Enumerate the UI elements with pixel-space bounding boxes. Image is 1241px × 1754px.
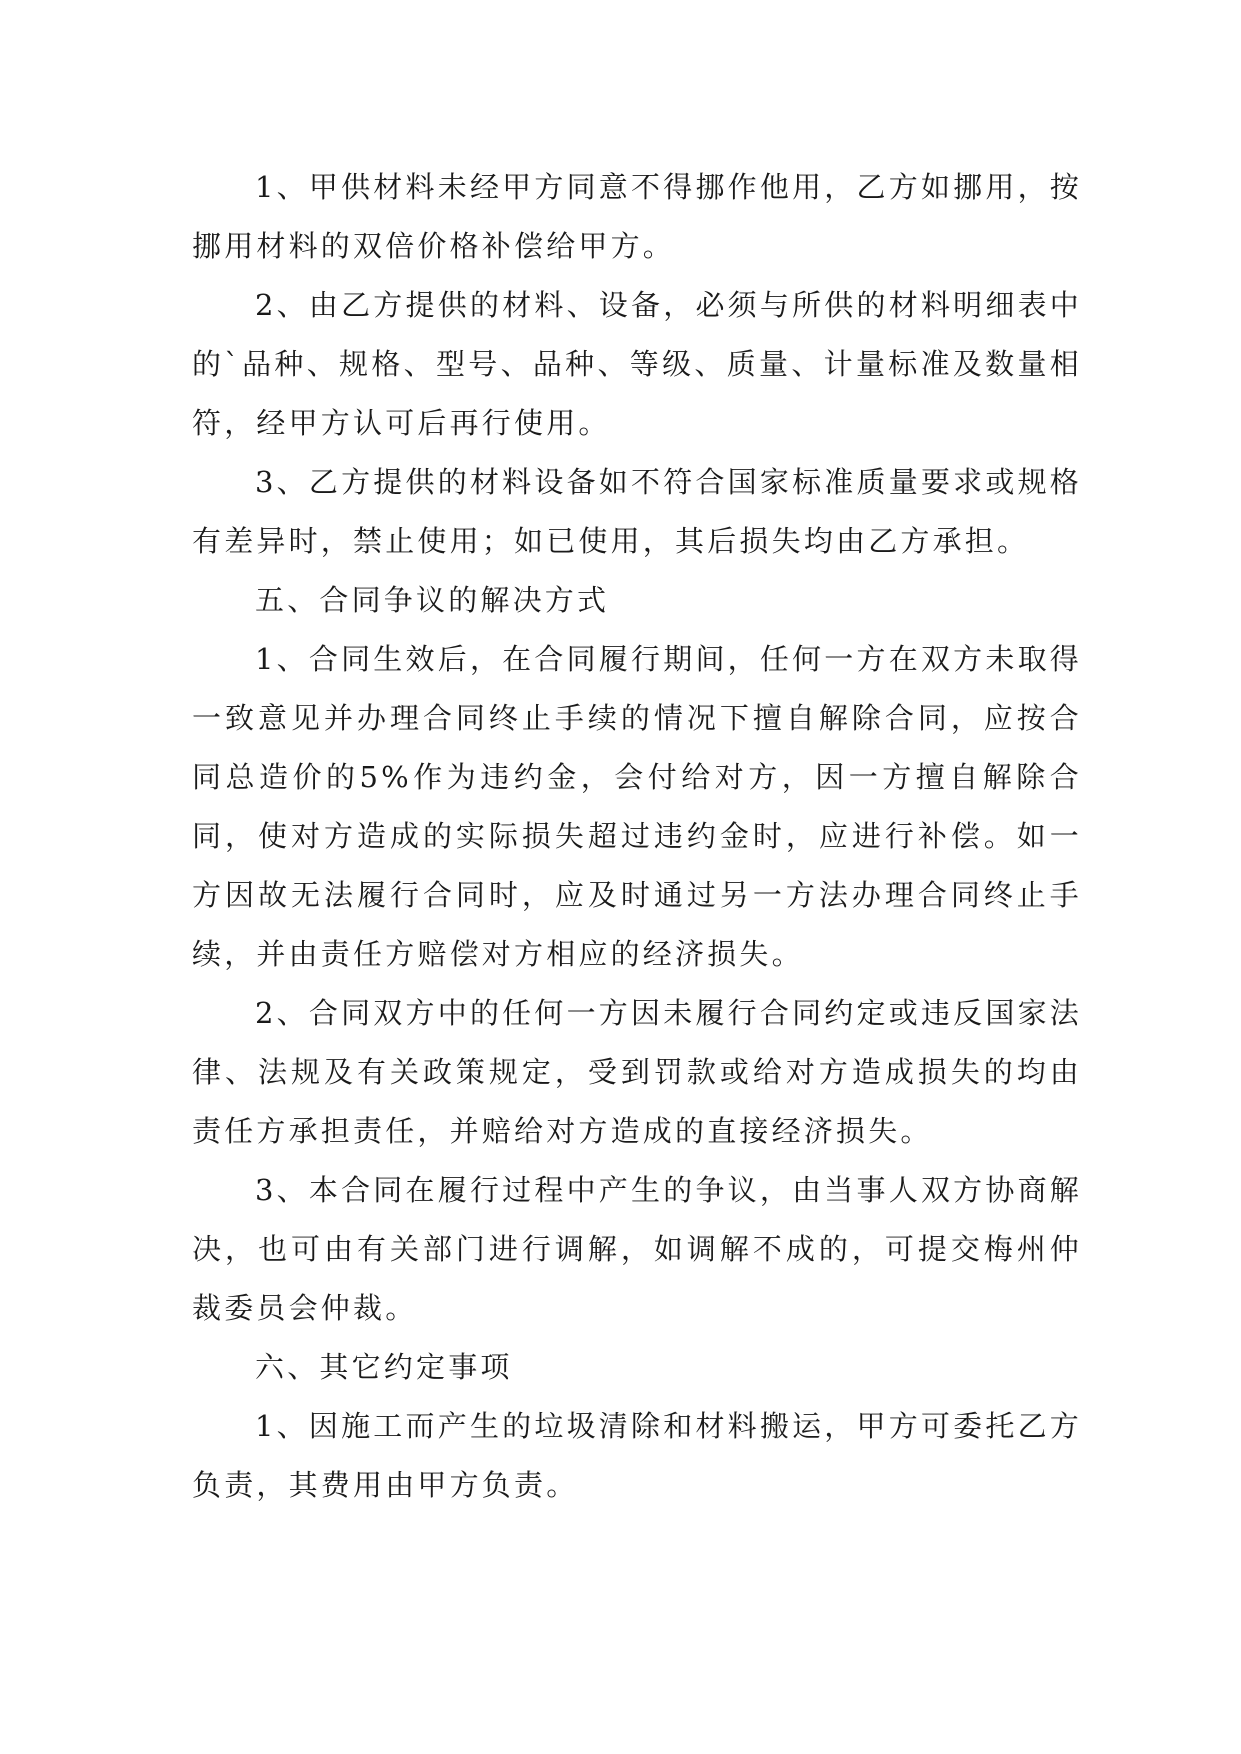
clause-breach-liability: 2、合同双方中的任何一方因未履行合同约定或违反国家法律、法规及有关政策规定，受到罚款或给对方造成损失的均由责任方承担责任，并赔给对方造成的直接经济损失。 (192, 996, 1082, 1148)
clause-supplied-materials: 2、由乙方提供的材料、设备，必须与所供的材料明细表中的`品种、规格、型号、品种、等级、质量、计量标准及数量相符，经甲方认可后再行使用。 (192, 288, 1082, 440)
clause-unilateral-termination: 1、合同生效后，在合同履行期间，任何一方在双方未取得一致意见并办理合同终止手续的情况下擅自解除合同，应按合同总造价的5%作为违约金，会付给对方，因一方擅自解除合同，使对方造成的实际损失超过违约金时，应进行补偿。如一方因故无法履行合同时，应及时通过另一方法办理合同终止手续，并由责任方赔偿对方相应的经济损失。 (192, 642, 1082, 971)
section-heading-dispute-resolution: 五、合同争议的解决方式 (255, 583, 610, 617)
clause-waste-removal: 1、因施工而产生的垃圾清除和材料搬运，甲方可委托乙方负责，其费用由甲方负责。 (192, 1409, 1082, 1502)
section-heading-other-matters: 六、其它约定事项 (255, 1350, 513, 1384)
clause-material-misuse: 1、甲供材料未经甲方同意不得挪作他用，乙方如挪用，按挪用材料的双倍价格补偿给甲方。 (192, 170, 1082, 263)
clause-nonconforming-materials: 3、乙方提供的材料设备如不符合国家标准质量要求或规格有差异时，禁止使用；如已使用，其后损失均由乙方承担。 (192, 465, 1082, 558)
clause-arbitration: 3、本合同在履行过程中产生的争议，由当事人双方协商解决，也可由有关部门进行调解，如调解不成的，可提交梅州仲裁委员会仲裁。 (192, 1173, 1082, 1325)
document-body (192, 158, 1082, 1515)
